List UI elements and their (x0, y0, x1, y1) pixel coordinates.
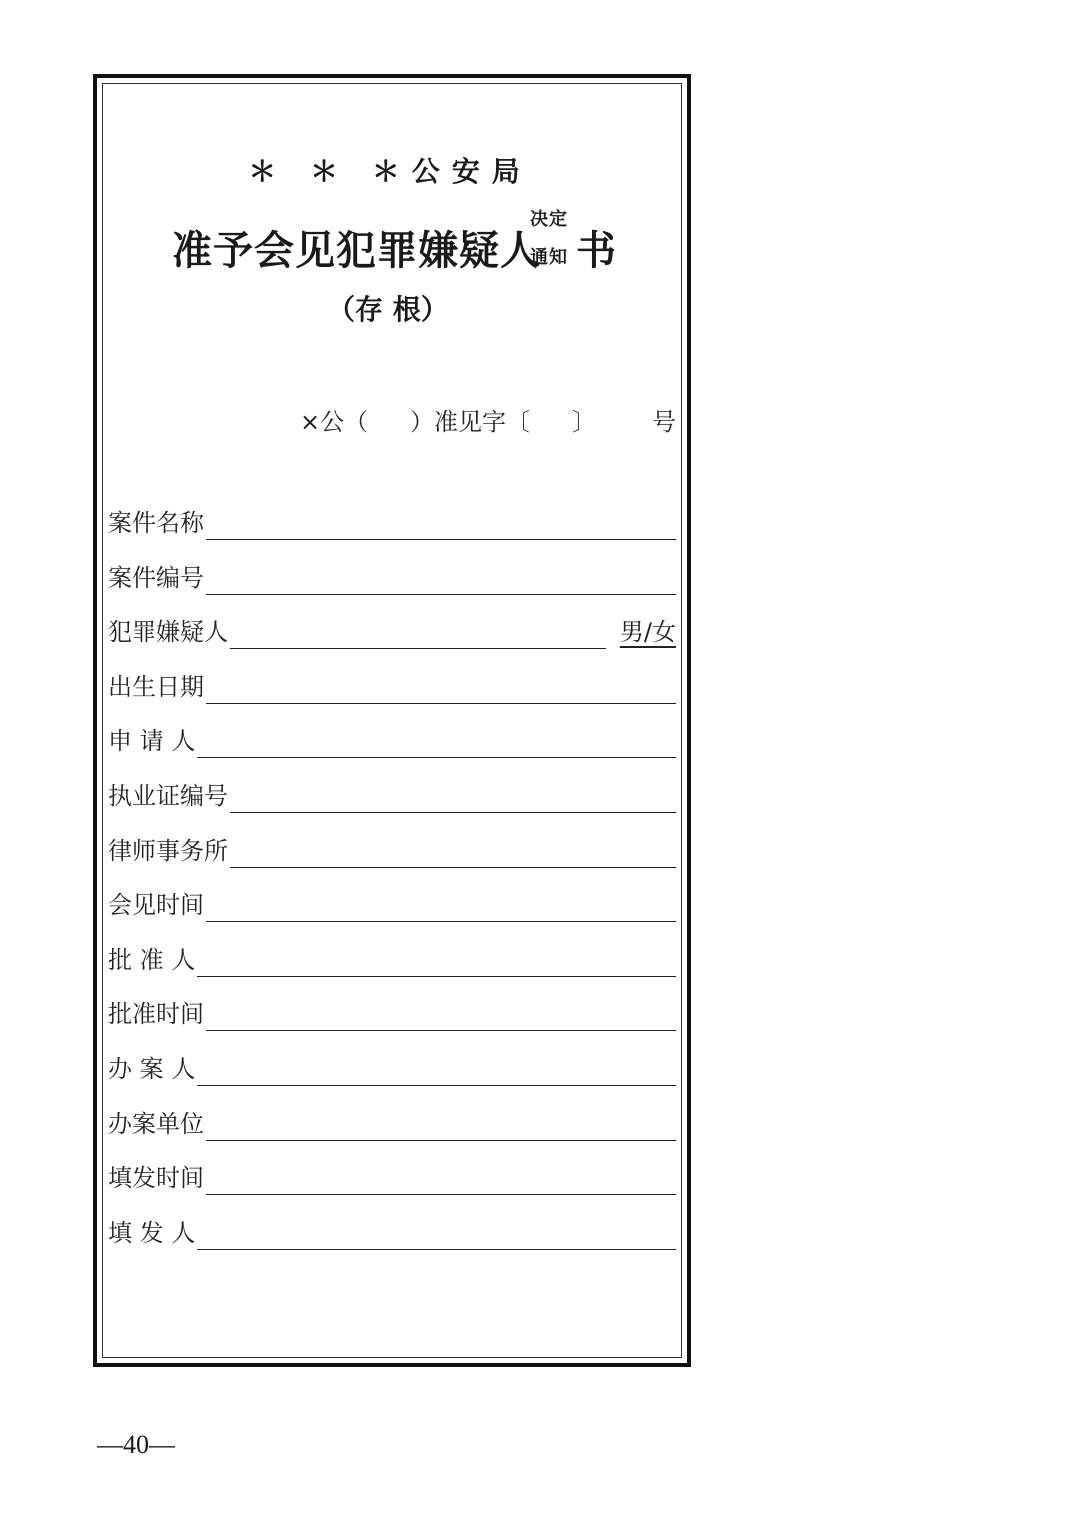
form-field (108, 722, 676, 758)
form-field (108, 668, 676, 704)
field-fill-line[interactable] (230, 812, 676, 813)
title-option-decision: 决定 (530, 209, 568, 230)
form-field (108, 777, 676, 813)
form-field (108, 504, 676, 540)
field-label: 办 案 人 (108, 1055, 196, 1083)
field-label: 批 准 人 (108, 945, 196, 974)
field-label: 犯罪嫌疑人 (108, 618, 228, 647)
field-label: 出生日期 (108, 672, 204, 701)
field-fill-line[interactable] (206, 1194, 676, 1195)
field-fill-line[interactable] (197, 757, 676, 758)
field-label: 填发时间 (108, 1164, 204, 1193)
field-fill-line[interactable] (206, 703, 676, 704)
field-label: 案件编号 (108, 563, 204, 592)
field-label: 办案单位 (108, 1109, 204, 1138)
title-main: 准予会见犯罪嫌疑人 (172, 227, 541, 274)
page-number: —40— (97, 1430, 175, 1459)
form-field (108, 559, 676, 595)
field-fill-line[interactable] (197, 1085, 676, 1086)
field-label: 批准时间 (108, 1000, 204, 1029)
field-label: 申 请 人 (108, 727, 196, 756)
field-label: 执业证编号 (108, 782, 228, 810)
stub-label: （存 根） (327, 293, 449, 326)
field-fill-line[interactable] (206, 594, 676, 595)
form-field (108, 832, 676, 868)
field-gender-option: 男/女 (619, 618, 676, 647)
field-label: 案件名称 (108, 509, 204, 537)
form-field (108, 995, 676, 1031)
form-field (108, 1214, 676, 1250)
title-tail: 书 (576, 227, 617, 274)
form-field (108, 613, 676, 649)
field-fill-line[interactable] (230, 648, 606, 649)
field-fill-line[interactable] (197, 976, 676, 977)
field-label: 填 发 人 (108, 1218, 196, 1247)
form-field (108, 1105, 676, 1141)
field-label: 律师事务所 (108, 836, 228, 865)
field-fill-line[interactable] (206, 1140, 676, 1141)
field-fill-line[interactable] (206, 1030, 676, 1031)
field-label: 会见时间 (108, 891, 204, 920)
field-fill-line[interactable] (206, 921, 676, 922)
form-field (108, 941, 676, 977)
doc-number-suffix: 号 (652, 408, 676, 436)
form-field (108, 886, 676, 922)
field-fill-line[interactable] (230, 867, 676, 868)
doc-number-middle: ）准见字〔 (410, 408, 530, 436)
doc-number-bracket-close: 〕 (572, 408, 596, 436)
field-fill-line[interactable] (197, 1249, 676, 1250)
form-field (108, 1050, 676, 1086)
doc-number-prefix: ×公（ (300, 408, 369, 436)
field-fill-line[interactable] (206, 539, 676, 540)
agency-name: ＊ ＊ ＊公安局 (248, 155, 532, 188)
title-option-notice: 通知 (530, 247, 568, 268)
form-field (108, 1159, 676, 1195)
